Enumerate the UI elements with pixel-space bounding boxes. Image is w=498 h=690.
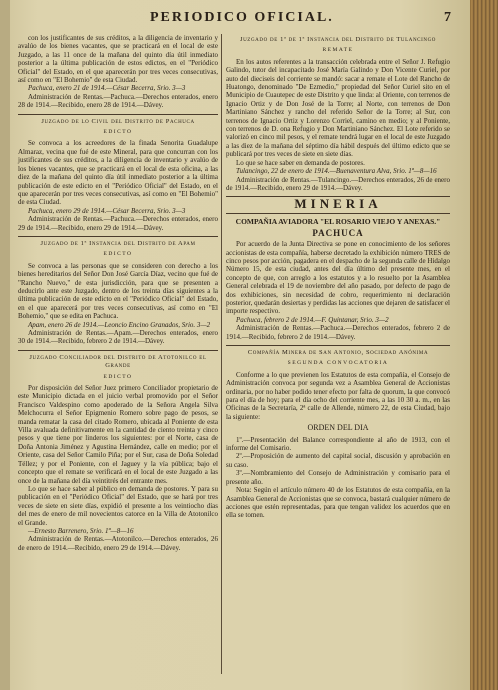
section-paragraph: Se convoca a las personas que se consideren con derecho a los bienes hereditarios del Señor Don José García Díaz, vecino que fué de "Rancho Nuevo," de esta jurisdicción, para que se presenten a deducirlo ante este Juzgado, dentro de los treinta días siguientes a la última publicación de este edicto en el "Periódico Oficial" del Estado, en el que aparecerá por tres veces consecutivas, así como en "El Bohemio," que se edita en Pachuca. xyxy=(18,261,218,321)
running-head xyxy=(0,8,470,30)
section-rule xyxy=(226,345,450,346)
right-column xyxy=(226,34,450,520)
section-subheading: EDICTO xyxy=(103,129,133,136)
section-admin-note: Administración de Rentas.—Pachuca.—Derechos enterados, enero 29 de 1914.—Recibido, enero 29 de 1914.—Dávey. xyxy=(18,215,218,232)
section-heading-tulancingo: Juzgado de 1ª de 1ª Instancia del Distrito de Tulancingo xyxy=(239,36,437,43)
section-rule xyxy=(18,114,218,115)
section-heading-apam: Juzgado de 1ª Instancia del Distrito de Apam xyxy=(40,239,196,247)
intro-paragraph: con los justificantes de sus créditos, a la diligencia de inventario y avalúo de los bienes vacantes, que se practicará en el local de este Juzgado, a las 11 once de la mañana del quinto día útil inmediato posterior a la última publicación de estos edictos, en el "Periódico Oficial" del Estado, en el que aparecerán por tres veces consecutivas, así como en "El Bohemio" de esta Ciudad. xyxy=(18,34,218,85)
section-subheading: EDICTO xyxy=(103,251,133,258)
agenda-heading: ORDEN DEL DIA xyxy=(307,423,369,433)
section-signature: —Ernesto Barrenero, Srio. 1ª—8—16 xyxy=(28,526,134,535)
section-signature: Apam, enero 26 de 1914.—Leoncio Encino Granados, Srio. 3—2 xyxy=(28,320,211,329)
section-subheading: SEGUNDA CONVOCATORIA xyxy=(287,360,389,367)
intro-admin-note: Administración de Rentas.—Pachuca.—Derechos enterados, enero 28 de 1914.—Recibido, enero 28 de 1914.—Dávey. xyxy=(18,92,218,110)
section-admin-note: Administración de Rentas.—Pachuca.—Derechos enterados, febrero 2 de 1914.—Recibido, febrero 2 de 1914.—Dávey. xyxy=(226,324,450,341)
section-paragraph: Se convoca a los acreedores de la finada Senorita Guadalupe Almaraz, vecina que fué de este Mineral, para que concurran con los justificantes de sus créditos, a la diligencia de inventario y avalúo de los bienes vacantes, que se practicará en el local de esta oficina, a las diez de la mañana del quinto día útil inmediato posterior a la última publicación de este edicto en el "Periódico Oficial" del Estado, en el que aparecerán por tres veces consecutivas, así como en "El Bohemio" de esta Ciudad. xyxy=(18,139,218,207)
company-town: PACHUCA xyxy=(312,227,364,238)
section-subheading: REMATE xyxy=(322,47,354,54)
section-signature: Tulancingo, 22 de enero de 1914.—Buenaventura Alva, Srio. 1ª—8—16 xyxy=(236,167,437,176)
section-admin-note: Administración de Rentas.—Atotonilco.—Derechos enterados, 26 de enero de 1914.—Recibido, enero 29 de 1914.—Dávey. xyxy=(18,535,218,552)
column-divider xyxy=(221,34,222,674)
binding-gutter xyxy=(0,0,10,690)
section-paragraph: Por disposición del Señor Juez primero Conciliador propietario de este Municipio dictada en el juicio verbal promovido por el Señor Francisco Valdespino como apoderado de la Señora Angela Silva Melchocurra el Señor Epigmenio Romero sobre pago de pesos, se manda rematar la casa del citado Romero, ubicada al Poniente de esta Villa avaluada definitivamente en la cantidad de ciento treinta y cinco pesos y que tiene por linderos los siguientes: por el Norte, casa de Doña Antonia Jiménez y Agustina Hernández, calle en medio; por el Oriente, casa del Señor Camilo Piña; por el Sur, casa de Doña Soledad Téllez; y por el Poniente, con el Jaguey y la vía pública; bajo el concepto que el remate se verificará en el local de este Juzgado a las once de la mañana del día veintitrés del entrante mes. xyxy=(18,384,218,485)
agenda-note: Nota: Según el artículo número 40 de los Estatutos de esta compañía, en la Asamblea General de Accionistas que se convoca, bastará cualquier número de acciones que estén representadas, para que tengan validez los acuerdos que en ella se tomen. xyxy=(226,486,450,520)
section-heading-atotonilco: Juzgado Conciliador del Distrito de Atotonilco el Grande xyxy=(29,353,207,370)
section-paragraph: Lo que se hace saber al público en demanda de postores. Y para su publicación en el "Periódico Oficial" del Estado, que se hará por tres veces de siete en siete días, expidió el presente a los veintiocho días del mes de enero de mil novecientos catorce en la Villa de Atotonilco el Grande. xyxy=(18,484,218,527)
section-paragraph: Conforme a lo que previenen los Estatutos de esta compañía, el Consejo de Administración convoca por segunda vez a Asamblea General de Accionistas ordinaria, por no haber podido tener efecto por falta de quorum, la que convocó para el día de hoy; para el día ocho del corriente mes, a las 10 30 a. m., en las Oficinas de la Secretaría, 2ª calle de Allende, número 22, de esta Ciudad, bajo la siguiente: xyxy=(226,370,450,421)
section-heading-san-antonio: Compañía Minera de San Antonio, Sociedad Anónima xyxy=(247,349,429,356)
section-heading-pachuca: Juzgado de lo Civil del Distrito de Pachuca xyxy=(41,117,195,125)
section-paragraph: En los autos referentes a la transacción celebrada entre el Señor J. Refugio Galindo, tutor del incapacitado José María Galindo y Don Vicente Curiel, por auto del dieciseis del corriente se mandó: sacar a remate el Lote del Rancho de Huatongo, denominado "De Ezmedio," propiedad del Señor Curiel sito en el Municipio de Cuautepec de este Distrito y que linda: al Oriente, con terrenos de Ignacio Ortiz y de Don José de la Torre; al Norte, con terrenos de Don Martiniano Sánchez y rancho del referido Señor de la Torre; al Sur, con terrenos de Ignacio Ortiz y Lorenzo Corriel, camino en medio; y al Poniente, con terrenos de D. ona Refugio y Don Martiniano Sánchez. El Lote referido se valorizó en cinco mil pesos, y el remate tendrá lugar en el local de este Juzgado a las diez de la mañana del séptimo día hábil después del último edicto que se publicará por tres veces de siete en siete días. xyxy=(226,57,450,159)
section-signature: Pachuca, enero 29 de 1914.—César Becerra, Srio. 3—3 xyxy=(28,206,186,215)
page-edge-binding xyxy=(470,0,498,690)
agenda-item: 3º.—Nombramiento del Consejo de Administración y comisario para el presente año. xyxy=(226,469,450,486)
section-paragraph: Por acuerdo de la Junta Directiva se pone en conocimiento de los señores accionistas de esta compañía, haberse decretado la exhibición número TRES de cinco pesos por acción, pagadera en el despacho de la segunda calle de Hidalgo Número 15, de esta ciudad, antes del día último del presente mes, en el concepto de que, con arreglo a los estatutos y a lo resuelto por la Asamblea General celebrada el 19 de noviembre del año pasado, por defecto de pago de dos exhibiciones, sin necesidad de cobro, requerimiento ni declaración posterior, quedarán desiertas y perdidas las acciones que dejaren de satisfacer el importe respectivo. xyxy=(226,240,450,316)
mineria-heading: MINERIA xyxy=(294,196,382,212)
company-name: COMPAÑIA AVIADORA "EL ROSARIO VIEJO Y ANEXAS." xyxy=(235,216,441,226)
page-number: 7 xyxy=(444,10,451,25)
publication-title: PERIODICO OFICIAL. xyxy=(150,10,334,25)
left-column xyxy=(18,34,218,552)
section-paragraph: Lo que se hace saber en demanda de postores. xyxy=(236,158,365,167)
intro-signature: Pachuca, enero 21 de 1914.—César Becerra, Srio. 3—3 xyxy=(28,84,186,93)
section-rule xyxy=(226,213,450,214)
agenda-item: 1º.—Presentación del Balance correspondiente al año de 1913, con el informe del Comisario. xyxy=(226,435,450,453)
section-rule xyxy=(18,350,218,351)
section-signature: Pachuca, febrero 2 de 1914.—F. Quintanar, Srio. 3—2 xyxy=(236,315,389,324)
section-rule xyxy=(18,236,218,237)
section-admin-note: Administración de Rentas.—Tulancingo.—Derechos enterados, 26 de enero de 1914.—Recibido, enero 29 de 1914.—Dávey. xyxy=(226,175,450,192)
agenda-item: 2º.—Proposición de aumento del capital social, discusión y aprobación en su caso. xyxy=(226,452,450,469)
section-subheading: EDICTO xyxy=(103,373,133,380)
section-admin-note: Administración de Rentas.—Apam.—Derechos enterados, enero 30 de 1914.—Recibido, febrero 2 de 1914.—Dávey. xyxy=(18,329,218,346)
